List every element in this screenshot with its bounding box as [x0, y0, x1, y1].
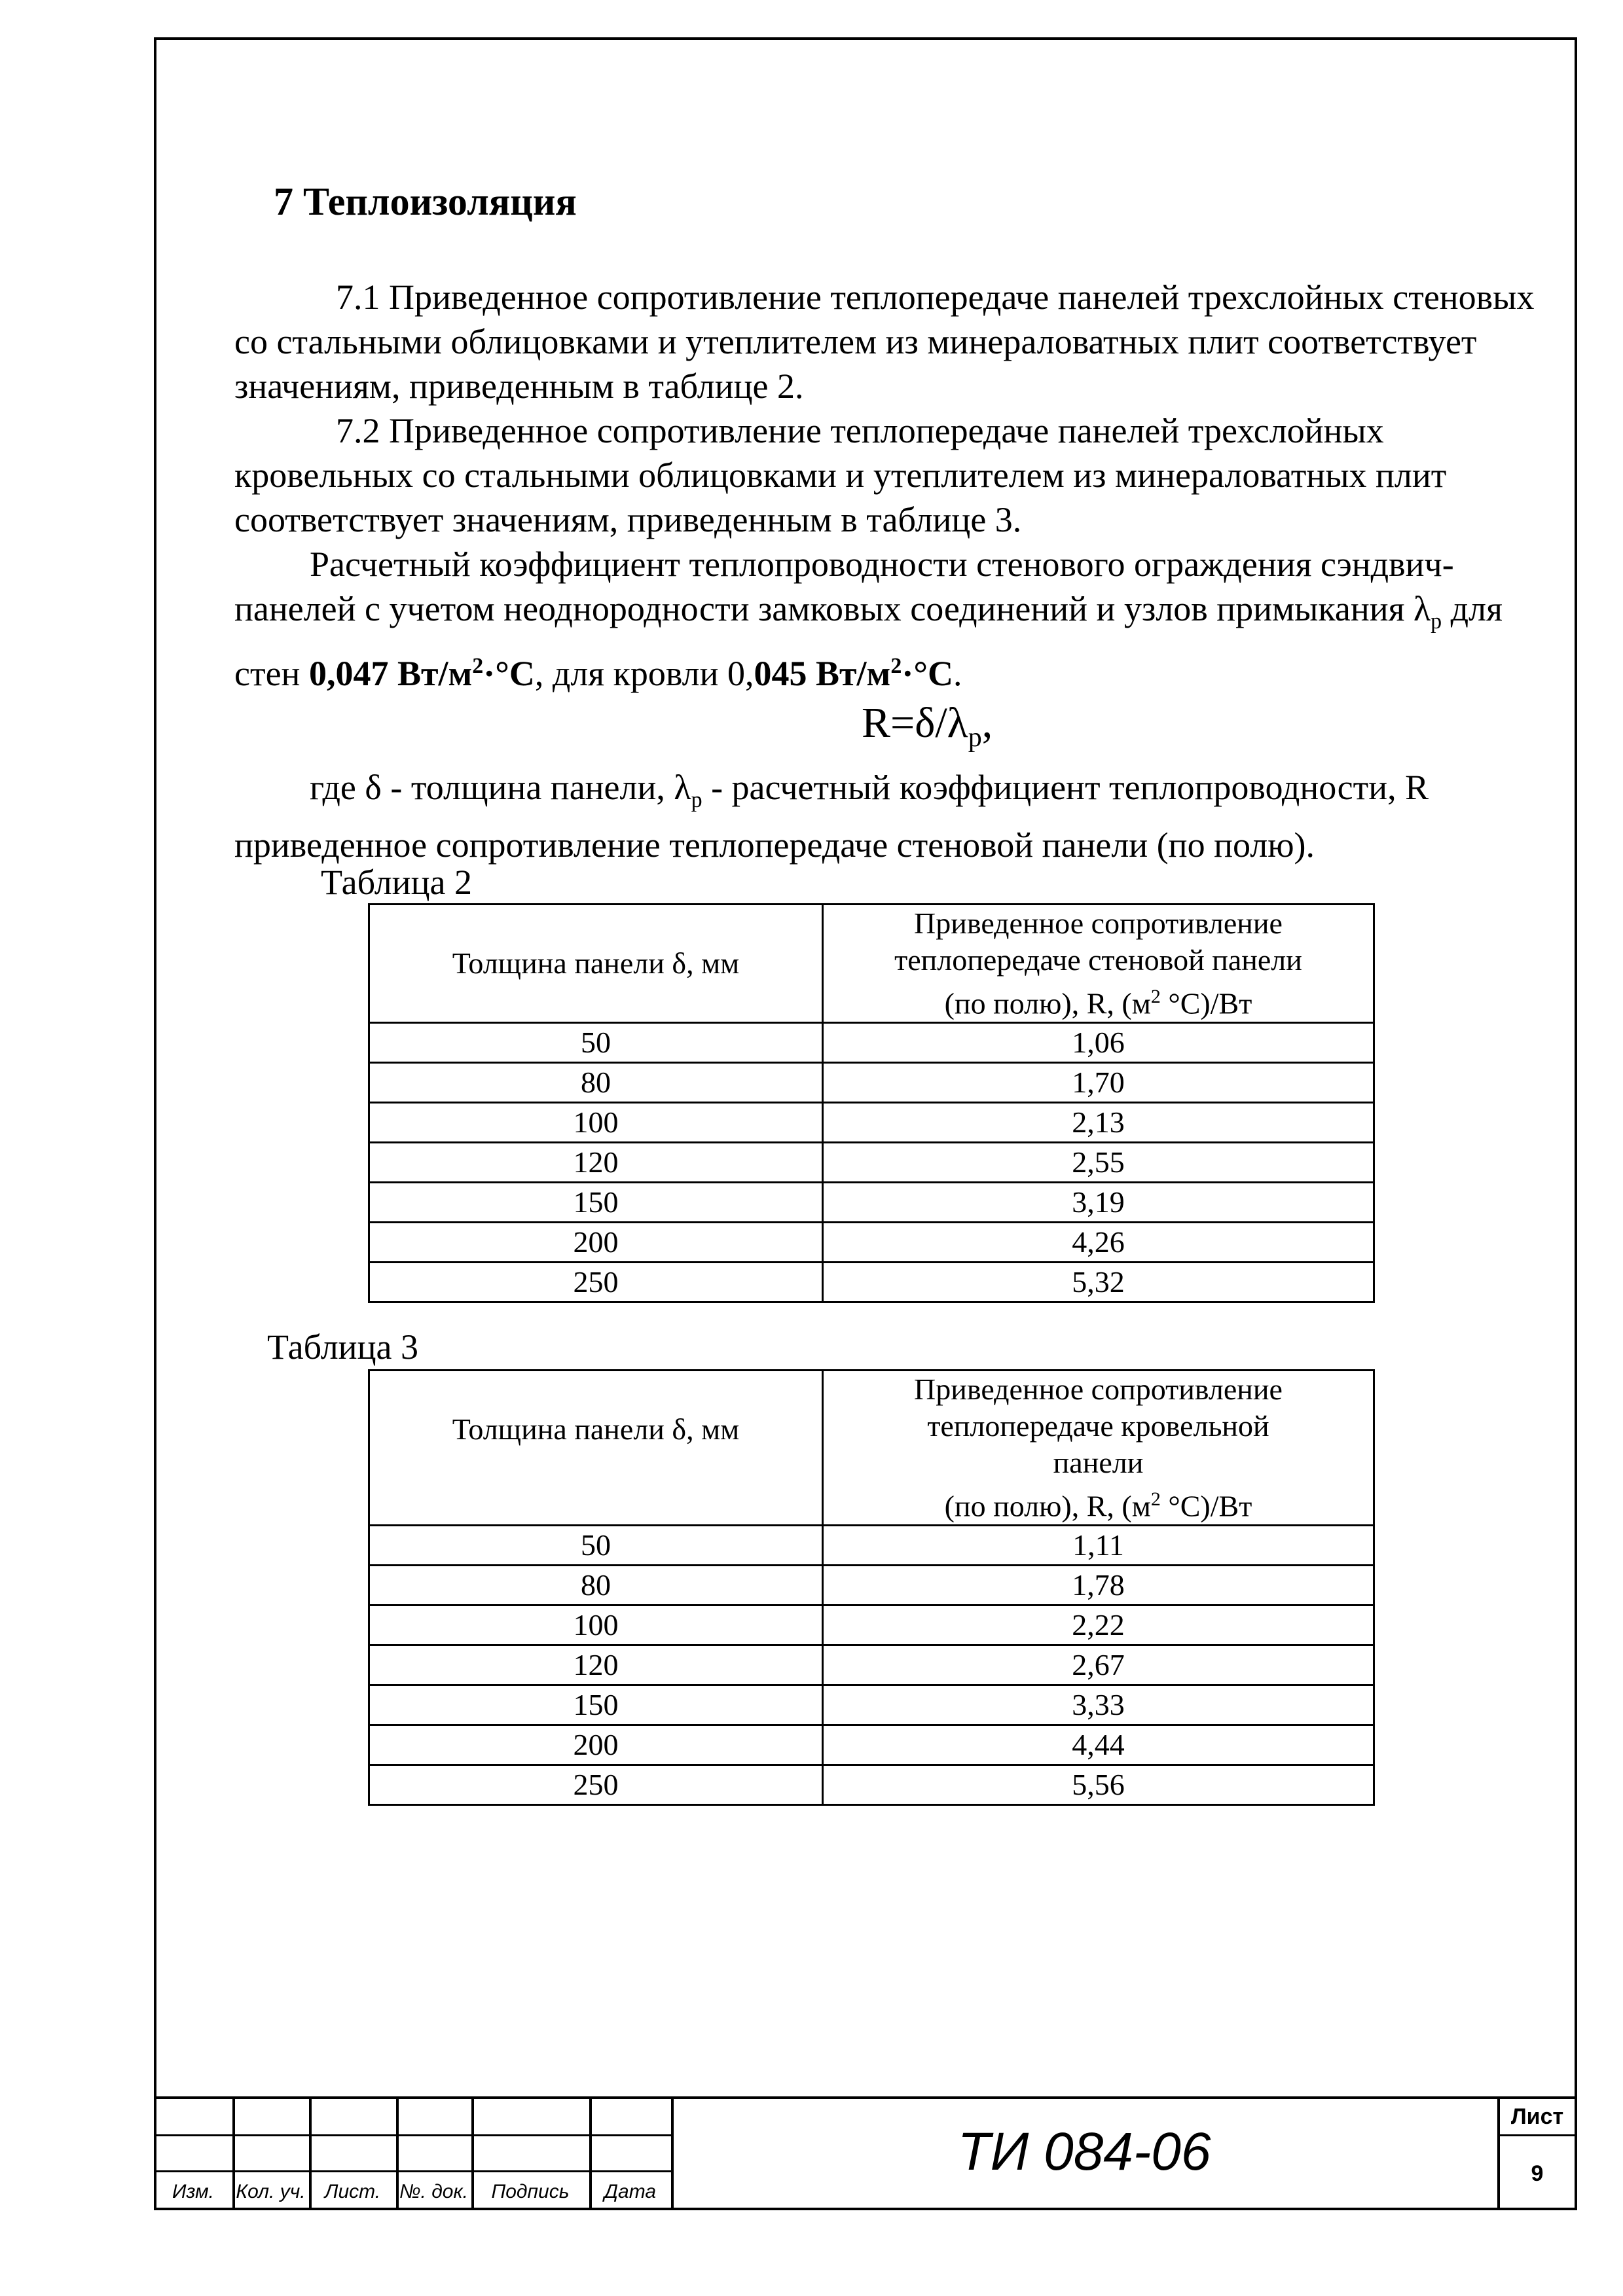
- table2-caption: Таблица 2: [321, 863, 472, 902]
- table3-col1-header: Толщина панели δ, мм: [369, 1371, 823, 1526]
- table-row: 100 2,13: [369, 1103, 1374, 1143]
- table2-header: [369, 905, 1374, 1023]
- section-heading: 7 Теплоизоляция: [274, 180, 577, 223]
- stamp-grid-line: [154, 2134, 671, 2136]
- stamp-grid-line: [1497, 2134, 1577, 2136]
- stamp-top-line: [154, 2096, 1577, 2099]
- stamp-label-izm: Изм.: [172, 2181, 214, 2202]
- table-row: 200 4,44: [369, 1725, 1374, 1765]
- table3-header: [369, 1371, 1374, 1526]
- sheet-number: 9: [1531, 2161, 1544, 2186]
- paragraph-7-1: 7.1 Приведенное сопротивление теплопередаче панелей трехслойных стеновых со стальными облицовками и утеплителем из минераловатных плит соответствует значениям, приведенным в таблице 2.: [234, 278, 1535, 406]
- table-row: 120 2,55: [369, 1143, 1374, 1183]
- table-row: 150 3,19: [369, 1183, 1374, 1223]
- table3-col2-header: Приведенное сопротивление теплопередаче кровельной панели (по полю), R, ($м^2$ °С)/Вт: [823, 1371, 1374, 1526]
- table-row: 50 1,11: [369, 1526, 1374, 1566]
- stamp-label-signature: Подпись: [491, 2181, 570, 2202]
- table-row: 250 5,32: [369, 1263, 1374, 1302]
- stamp-label-kol-uch: Кол. уч.: [236, 2181, 306, 2202]
- table3-caption: Таблица 3: [267, 1327, 418, 1367]
- paragraph-7-2: 7.2 Приведенное сопротивление теплопередаче панелей трехслойных кровельных со стальными облицовками и утеплителем из минераловатных плит соответствует значениям, приведенным в таблице 3.: [234, 411, 1447, 539]
- document-code: ТИ 084-06: [957, 2122, 1211, 2181]
- stamp-label-date: Дата: [604, 2181, 657, 2202]
- table-row: 120 2,67: [369, 1645, 1374, 1685]
- table2-col1-header: Толщина панели δ, мм: [369, 905, 823, 1023]
- table2: [368, 903, 1375, 1303]
- table-row: 150 3,33: [369, 1685, 1374, 1725]
- stamp-grid-line: [154, 2170, 671, 2172]
- paragraph-where: где δ - толщина панели, $\lambda_р$ - расчетный коэффициент теплопроводности, R приведенное сопротивление теплопередаче стеновой панели (по полю).: [234, 767, 1429, 865]
- sheet-label: Лист: [1510, 2104, 1564, 2129]
- table-row: 200 4,26: [369, 1223, 1374, 1263]
- table3: [368, 1369, 1375, 1806]
- table-row: 80 1,78: [369, 1566, 1374, 1605]
- formula: $R=\delta/\lambda_р$,: [862, 698, 993, 753]
- table-row: 250 5,56: [369, 1765, 1374, 1805]
- table-row: 100 2,22: [369, 1605, 1374, 1645]
- stamp-label-doc-no: №. док.: [399, 2181, 468, 2202]
- table-row: 80 1,70: [369, 1063, 1374, 1103]
- stamp-label-list: Лист.: [324, 2181, 381, 2202]
- table-row: 50 1,06: [369, 1023, 1374, 1063]
- table2-col2-header: Приведенное сопротивление теплопередаче стеновой панели (по полю), R, ($м^2$ °С)/Вт: [823, 905, 1374, 1023]
- body-text: [234, 275, 1570, 867]
- paragraph-conductivity: Расчетный коэффициент теплопроводности стенового ограждения сэндвич-панелей с учетом неоднородности замковых соединений и узлов примыкания $\lambda_р$ для стен 0,047 $Вт/м^2\cdot^\circ С$, для кровли 0,045 $Вт/м^2\cdot^\circ С$.: [234, 545, 1503, 693]
- title-block: [154, 2096, 1577, 2210]
